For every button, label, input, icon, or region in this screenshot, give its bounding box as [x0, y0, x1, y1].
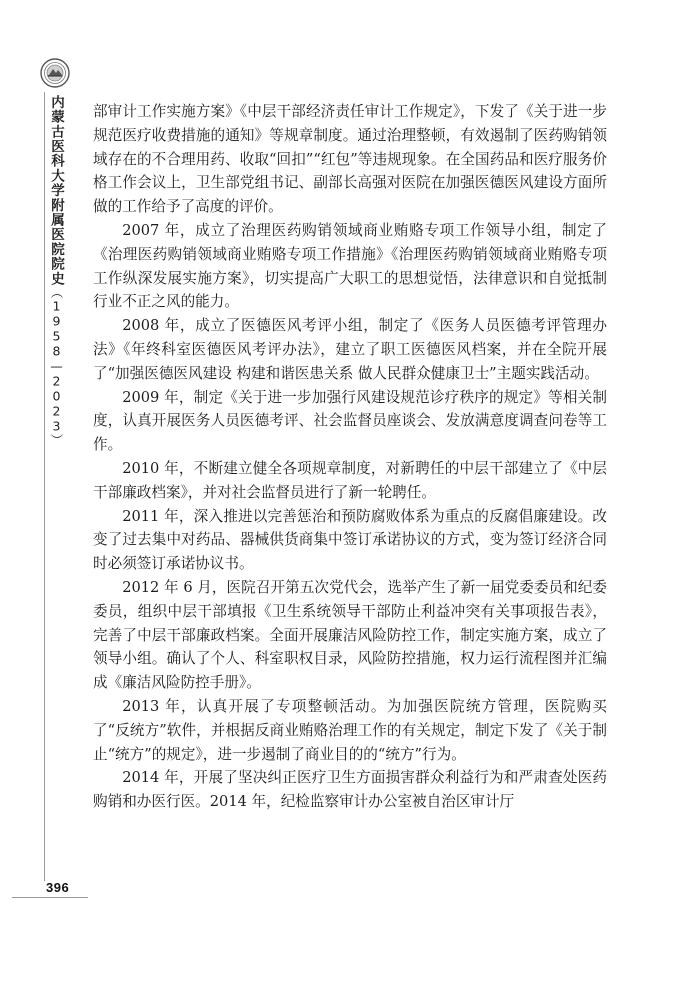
paragraph-2013: 2013 年，认真开展了专项整顿活动。为加强医院统方管理，医院购买了“反统方”软件，并根据反商业贿赂治理工作的有关规定，制定下发了《关于制止“统方”的规定》，进一步遏制了商业目的的“统方”行为。 [93, 697, 607, 763]
sidebar-divider [44, 92, 45, 881]
book-running-title [48, 95, 66, 446]
paragraph-2008: 2008 年，成立了医德医风考评小组，制定了《医务人员医德考评管理办法》《年终科室医德医风考评办法》，建立了职工医德医风档案，并在全院开展了“加强医德医风建设 构建和谐医患关系 做人民群众健康卫士”主题实践活动。 [93, 317, 607, 382]
paragraph-2014: 2014 年，开展了坚决纠正医疗卫生方面损害群众利益行为和严肃查处医药购销和办医行医。2014 年，纪检监察审计办公室被自治区审计厅 [93, 769, 607, 811]
paragraph-2012: 2012 年 6 月，医院召开第五次党代会，选举产生了新一届党委委员和纪委委员，组织中层干部填报《卫生系统领导干部防止利益冲突有关事项报告表》，完善了中层干部廉政档案。全面开展廉洁风险防控工作，制定实施方案，成立了领导小组。确认了个人、科室职权目录，风险防控措施，权力运行流程图并汇编成《廉洁风险防控手册》。 [93, 578, 607, 692]
book-title: 内蒙古医科大学附属医院院史 [48, 95, 64, 287]
footer-rule [12, 897, 88, 898]
paragraph-2009: 2009 年，制定《关于进一步加强行风建设规范诊疗秩序的规定》等相关制度，认真开展医务人员医德考评、社会监督员座谈会、发放满意度调查问卷等工作。 [93, 388, 607, 454]
page-body [93, 100, 607, 814]
paragraph-2010: 2010 年，不断建立健全各项规章制度，对新聘任的中层干部建立了《中层干部廉政档案》，并对社会监督员进行了新一轮聘任。 [93, 459, 607, 501]
book-years: （1958—2023） [49, 286, 64, 447]
paragraph-continued: 部审计工作实施方案》《中层干部经济责任审计工作规定》，下发了《关于进一步规范医疗收费措施的通知》等规章制度。通过治理整顿，有效遏制了医药购销领域存在的不合理用药、收取“回扣”“红包”等违规现象。在全国药品和医疗服务价格工作会议上，卫生部党组书记、副部长高强对医院在加强医德医风建设方面所做的工作给予了高度的评价。 [93, 103, 607, 216]
page-number: 396 [46, 880, 70, 895]
paragraph-2011: 2011 年，深入推进以完善惩治和预防腐败体系为重点的反腐倡廉建设。改变了过去集中对药品、器械供货商集中签订承诺协议的方式，变为签订经济合同时必须签订承诺协议书。 [93, 507, 607, 573]
hospital-emblem-icon [40, 58, 70, 88]
paragraph-2007: 2007 年，成立了治理医药购销领域商业贿赂专项工作领导小组，制定了《治理医药购销领域商业贿赂专项工作措施》《治理医药购销领域商业贿赂专项工作纵深发展实施方案》，切实提高广大职工的思想觉悟，法律意识和自觉抵制行业不正之风的能力。 [93, 221, 607, 311]
